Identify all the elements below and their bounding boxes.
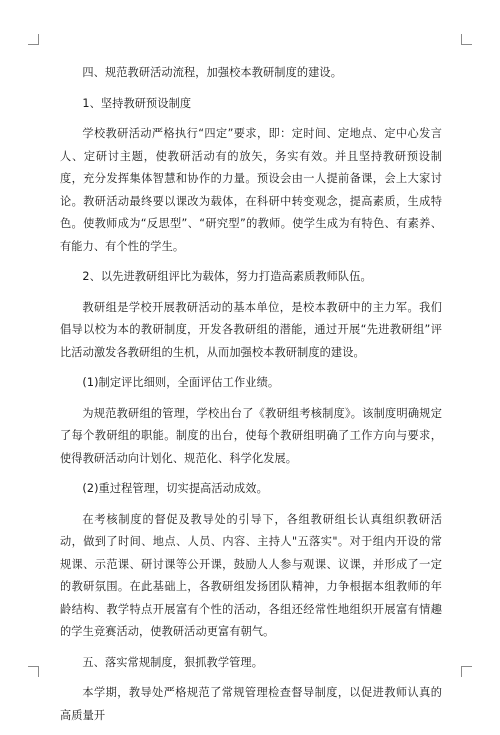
subheading: 1、坚持教研预设制度: [82, 96, 192, 110]
body-paragraph: 在考核制度的督促及教导处的引导下，各组教研组长认真组织教研活动，做到了时间、地点、人员、内容、主持人"五落实"。对于组内开设的常规课、示范课、研讨课等公开课，鼓励人人参与观课、议课，并形成了一定的教研氛围。在此基础上，各教研组发扬团队精神，力争根据本组教师的年龄结构、教学特点开展富有个性的活动，各组还经常性地组织开展富有情趣的学生竞赛活动，使教研活动更富有朝气。: [60, 512, 442, 638]
crop-mark-bottom-left: [28, 666, 39, 677]
subheading: (1)制定评比细则，全面评估工作业绩。: [82, 376, 280, 389]
crop-mark-bottom-right: [461, 666, 472, 677]
subheading: 2、以先进教研组评比为载体，努力打造高素质教师队伍。: [82, 270, 372, 283]
crop-mark-top-left: [28, 34, 39, 45]
subheading: (2)重过程管理，切实提高活动成效。: [82, 482, 268, 495]
body-paragraph: 学校教研活动严格执行“四定”要求，即：定时间、定地点、定中心发言人、定研讨主题，使教研活动有的放矢，务实有效。并且坚持教研预设制度，充分发挥集体智慧和协作的力量。预设会由一人提前备课，会上大家讨论。教研活动最终要以课改为载体，在科研中转变观念，提高素质，生成特色。使教师成为“反思型”、“研究型”的教师。使学生成为有特色、有素养、有能力、有个性的学生。: [60, 127, 442, 253]
section-heading: 四、规范教研活动流程，加强校本教研制度的建设。: [82, 66, 343, 79]
document-body: [60, 62, 442, 735]
section-heading: 五、落实常规制度，狠抓教学管理。: [82, 655, 263, 669]
crop-mark-top-right: [461, 34, 472, 45]
body-paragraph: 本学期，教导处严格规范了常规管理检查督导制度，以促进教师认真的高质量开: [60, 686, 442, 722]
body-paragraph: 为规范教研组的管理，学校出台了《教研组考核制度》。该制度明确规定了每个教研组的职能。制度的出台，使每个教研组明确了工作方向与要求，使得教研活动向计划化、规范化、科学化发展。: [60, 406, 442, 465]
body-paragraph: 教研组是学校开展教研活动的基本单位，是校本教研中的主力军。我们倡导以校为本的教研制度，开发各教研组的潜能，通过开展“先进教研组”评比活动激发各教研组的生机，从而加强校本教研制度的建设。: [60, 300, 442, 359]
